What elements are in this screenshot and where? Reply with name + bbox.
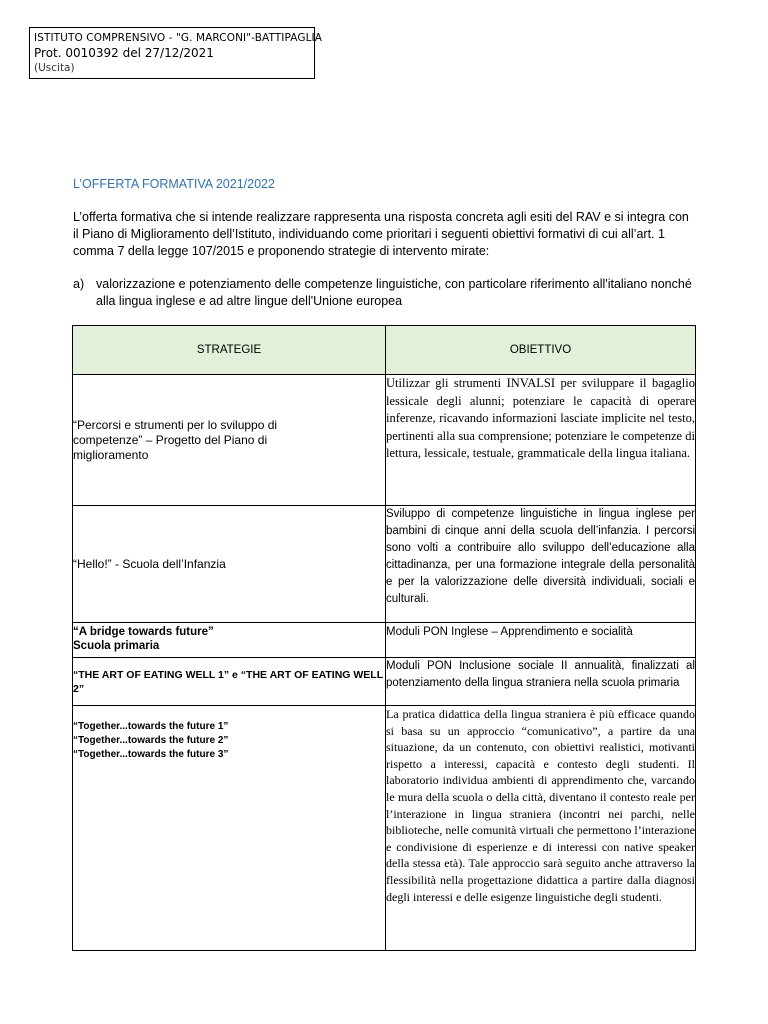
table-row [73,375,696,506]
strategy-line: “Together...towards the future 3” [73,749,229,760]
table-row [73,658,696,706]
objective-cell: Utilizzar gli strumenti INVALSI per sviluppare il bagaglio lessicale degli alunni; potenziare le capacità di operare inferenze, ricavando informazioni lasciate implicite nel testo, pertinenti alla sua comprensione; potenziare le competenze di lettura, lessicale, testuale, grammaticale della lingua italiana. [386,375,696,506]
strategy-line: “Together...towards the future 1” [73,721,229,732]
table-header-row [73,326,696,375]
stamp-protocol-number: Prot. 0010392 del 27/12/2021 [34,46,214,60]
header-strategie: STRATEGIE [73,326,386,375]
objective-cell: Sviluppo di competenze linguistiche in lingua inglese per bambini di cinque anni della scuola dell’infanzia. I percorsi sono volti a contribuire allo sviluppo dell’educazione alla cittadinanza, per una formazione integrale della personalità e per la valorizzazione delle diversità individuali, sociali e culturali. [386,506,696,623]
objective-point-a [73,276,695,310]
stamp-school-name: ISTITUTO COMPRENSIVO - "G. MARCONI"-BATTIPAGLIA [34,32,323,44]
point-text: valorizzazione e potenziamento delle competenze linguistiche, con particolare riferimento all'italiano nonché alla lingua inglese e ad altre lingue dell'Unione europea [96,277,692,308]
strategy-cell [73,706,386,951]
strategy-line: “Together...towards the future 2” [73,735,229,746]
strategy-title: “A bridge towards future” [73,626,214,638]
point-label: a) [73,277,85,291]
strategy-subtitle: Scuola primaria [73,640,160,652]
intro-paragraph: L’offerta formativa che si intende realizzare rappresenta una risposta concreta agli esiti del RAV e si integra con il Piano di Miglioramento dell’Istituto, individuando come prioritari i seguenti obiettivi formativi di cui all’art. 1 comma 7 della legge 107/2015 e proponendo strategie di intervento mirate: [73,210,689,258]
stamp-direction: (Uscita) [34,62,75,74]
strategy-cell [73,375,386,506]
header-obiettivo: OBIETTIVO [386,326,696,375]
objective-cell: La pratica didattica della lingua straniera è più efficace quando si basa su un approccio “comunicativo”, a partire da una situazione, da un contenuto, con obiettivi realistici, motivanti rispetto a interessi, capacità e contesto degli studenti. Il laboratorio individua ambienti di apprendimento che, varcando le mura della scuola o della città, diventano il contesto reale per l’interazione in lingua straniera (incontri nei parchi, nelle biblioteche, nelle comunità virtuali che permettono l’interazione e condivisione di esperienze e di interessi con native speaker della stessa età). Tale approccio sarà seguito anche attraverso la flessibilità nella progettazione didattica a partire dalla diagnosi degli interessi e delle esigenze linguistiche degli studenti. [386,706,696,951]
strategy-text: “Percorsi e strumenti per lo sviluppo di competenze” – Progetto del Piano di miglioramento [73,417,278,462]
strategy-cell: “Hello!” - Scuola dell’Infanzia [73,506,386,623]
strategy-cell [73,623,386,658]
section-title: L’OFFERTA FORMATIVA 2021/2022 [73,177,275,191]
objective-cell: Moduli PON Inclusione sociale II annualità, finalizzati al potenziamento della lingua straniera nella scuola primaria [386,658,696,706]
objective-cell: Moduli PON Inglese – Apprendimento e socialità [386,623,696,658]
table-row [73,506,696,623]
strategy-cell: “THE ART OF EATING WELL 1” e “THE ART OF EATING WELL 2” [73,658,386,706]
protocol-stamp [29,27,323,79]
table-row [73,706,696,951]
table-row [73,623,696,658]
strategies-table [72,325,696,951]
